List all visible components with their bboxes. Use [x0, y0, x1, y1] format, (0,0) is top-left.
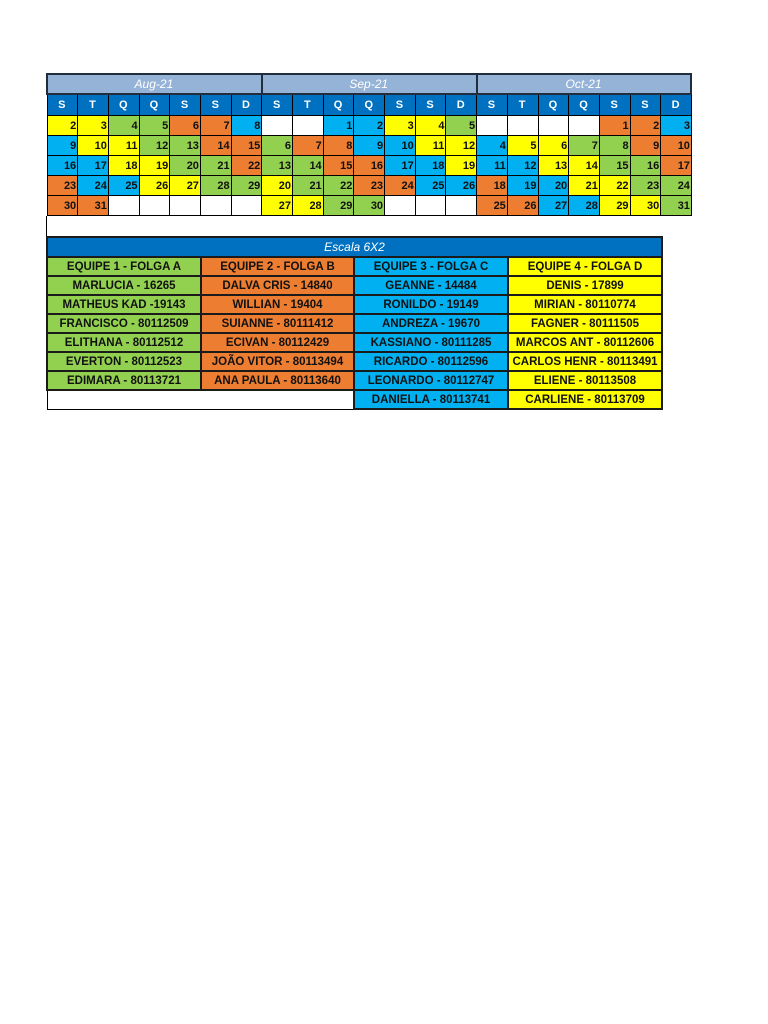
day-cell: 25	[108, 176, 139, 196]
weekday-header: D	[661, 94, 692, 116]
day-cell: 2	[630, 116, 661, 136]
day-cell: 19	[507, 176, 538, 196]
day-cell: 26	[507, 196, 538, 216]
member-cell: MARCOS ANT - 80112606	[508, 333, 662, 352]
day-cell: 17	[78, 156, 109, 176]
member-cell: ECIVAN - 80112429	[201, 333, 354, 352]
month-header: Oct-21	[477, 74, 692, 94]
weekday-header: S	[200, 94, 231, 116]
day-cell: 18	[108, 156, 139, 176]
member-cell: DANIELLA - 80113741	[354, 390, 508, 409]
day-cell: 3	[78, 116, 109, 136]
member-cell: SUIANNE - 80111412	[201, 314, 354, 333]
divider-line	[46, 216, 47, 236]
day-cell: 6	[170, 116, 201, 136]
weekday-header: S	[599, 94, 630, 116]
empty-day-cell	[170, 196, 201, 216]
team-header: EQUIPE 1 - FOLGA A	[47, 257, 201, 276]
empty-day-cell	[139, 196, 170, 216]
month-header: Sep-21	[262, 74, 477, 94]
day-cell: 23	[47, 176, 78, 196]
member-cell: CARLIENE - 80113709	[508, 390, 662, 409]
weekday-header: S	[630, 94, 661, 116]
member-cell: DENIS - 17899	[508, 276, 662, 295]
day-cell: 14	[200, 136, 231, 156]
team-header: EQUIPE 3 - FOLGA C	[354, 257, 508, 276]
day-cell: 6	[262, 136, 293, 156]
day-cell: 13	[262, 156, 293, 176]
day-cell: 18	[415, 156, 446, 176]
day-cell: 4	[415, 116, 446, 136]
day-cell: 20	[262, 176, 293, 196]
day-cell: 17	[661, 156, 692, 176]
day-cell: 2	[47, 116, 78, 136]
member-cell: MARLUCIA - 16265	[47, 276, 201, 295]
day-cell: 10	[78, 136, 109, 156]
empty-day-cell	[108, 196, 139, 216]
member-cell: ANDREZA - 19670	[354, 314, 508, 333]
day-cell: 29	[323, 196, 354, 216]
empty-day-cell	[569, 116, 600, 136]
day-cell: 27	[262, 196, 293, 216]
day-cell: 5	[446, 116, 477, 136]
day-cell: 22	[599, 176, 630, 196]
day-cell: 15	[231, 136, 262, 156]
weekday-header: T	[507, 94, 538, 116]
day-cell: 29	[231, 176, 262, 196]
day-cell: 18	[477, 176, 508, 196]
day-cell: 8	[231, 116, 262, 136]
member-cell: MIRIAN - 80110774	[508, 295, 662, 314]
weekday-header: S	[477, 94, 508, 116]
empty-day-cell	[415, 196, 446, 216]
day-cell: 11	[108, 136, 139, 156]
day-cell: 27	[170, 176, 201, 196]
member-cell: GEANNE - 14484	[354, 276, 508, 295]
day-cell: 30	[47, 196, 78, 216]
day-cell: 13	[538, 156, 569, 176]
day-cell: 23	[354, 176, 385, 196]
member-cell: FRANCISCO - 80112509	[47, 314, 201, 333]
day-cell: 1	[323, 116, 354, 136]
day-cell: 24	[385, 176, 416, 196]
day-cell: 8	[323, 136, 354, 156]
day-cell: 24	[78, 176, 109, 196]
weekday-header: Q	[108, 94, 139, 116]
day-cell: 13	[170, 136, 201, 156]
day-cell: 9	[354, 136, 385, 156]
escala-title: Escala 6X2	[47, 237, 662, 257]
day-cell: 7	[200, 116, 231, 136]
weekday-header: S	[385, 94, 416, 116]
day-cell: 30	[630, 196, 661, 216]
member-cell: KASSIANO - 80111285	[354, 333, 508, 352]
day-cell: 10	[661, 136, 692, 156]
weekday-header: S	[170, 94, 201, 116]
day-cell: 26	[446, 176, 477, 196]
day-cell: 4	[108, 116, 139, 136]
empty-day-cell	[507, 116, 538, 136]
day-cell: 19	[446, 156, 477, 176]
day-cell: 10	[385, 136, 416, 156]
day-cell: 12	[446, 136, 477, 156]
escala-table	[46, 236, 663, 410]
day-cell: 25	[477, 196, 508, 216]
day-cell: 17	[385, 156, 416, 176]
day-cell: 24	[661, 176, 692, 196]
weekday-header: S	[262, 94, 293, 116]
day-cell: 23	[630, 176, 661, 196]
day-cell: 7	[293, 136, 324, 156]
day-cell: 14	[569, 156, 600, 176]
weekday-header: S	[47, 94, 78, 116]
day-cell: 2	[354, 116, 385, 136]
member-cell: FAGNER - 80111505	[508, 314, 662, 333]
day-cell: 16	[47, 156, 78, 176]
day-cell: 3	[385, 116, 416, 136]
member-cell: RICARDO - 80112596	[354, 352, 508, 371]
month-header: Aug-21	[47, 74, 262, 94]
day-cell: 3	[661, 116, 692, 136]
day-cell: 31	[661, 196, 692, 216]
day-cell: 12	[507, 156, 538, 176]
empty-day-cell	[200, 196, 231, 216]
day-cell: 16	[630, 156, 661, 176]
day-cell: 26	[139, 176, 170, 196]
empty-day-cell	[262, 116, 293, 136]
day-cell: 6	[538, 136, 569, 156]
member-cell: JOÃO VITOR - 80113494	[201, 352, 354, 371]
day-cell: 7	[569, 136, 600, 156]
day-cell: 22	[323, 176, 354, 196]
empty-day-cell	[293, 116, 324, 136]
day-cell: 11	[477, 156, 508, 176]
member-cell: DALVA CRIS - 14840	[201, 276, 354, 295]
day-cell: 21	[569, 176, 600, 196]
member-cell: CARLOS HENR - 80113491	[508, 352, 662, 371]
empty-day-cell	[385, 196, 416, 216]
day-cell: 12	[139, 136, 170, 156]
weekday-header: Q	[354, 94, 385, 116]
team-header: EQUIPE 4 - FOLGA D	[508, 257, 662, 276]
member-cell: EVERTON - 80112523	[47, 352, 201, 371]
member-cell: MATHEUS KAD -19143	[47, 295, 201, 314]
day-cell: 20	[170, 156, 201, 176]
member-cell: ELITHANA - 80112512	[47, 333, 201, 352]
day-cell: 4	[477, 136, 508, 156]
day-cell: 28	[569, 196, 600, 216]
day-cell: 21	[200, 156, 231, 176]
day-cell: 15	[599, 156, 630, 176]
empty-day-cell	[446, 196, 477, 216]
weekday-header: S	[415, 94, 446, 116]
weekday-header: T	[293, 94, 324, 116]
day-cell: 25	[415, 176, 446, 196]
day-cell: 31	[78, 196, 109, 216]
weekday-header: Q	[323, 94, 354, 116]
day-cell: 15	[323, 156, 354, 176]
day-cell: 14	[293, 156, 324, 176]
day-cell: 8	[599, 136, 630, 156]
day-cell: 30	[354, 196, 385, 216]
day-cell: 1	[599, 116, 630, 136]
member-cell: EDIMARA - 80113721	[47, 371, 201, 390]
day-cell: 20	[538, 176, 569, 196]
empty-day-cell	[231, 196, 262, 216]
weekday-header: Q	[139, 94, 170, 116]
day-cell: 9	[630, 136, 661, 156]
member-cell: RONILDO - 19149	[354, 295, 508, 314]
day-cell: 28	[293, 196, 324, 216]
member-cell: LEONARDO - 80112747	[354, 371, 508, 390]
member-cell: WILLIAN - 19404	[201, 295, 354, 314]
day-cell: 28	[200, 176, 231, 196]
weekday-header: D	[446, 94, 477, 116]
team-header: EQUIPE 2 - FOLGA B	[201, 257, 354, 276]
calendar-table	[46, 73, 692, 216]
day-cell: 5	[507, 136, 538, 156]
weekday-header: D	[231, 94, 262, 116]
day-cell: 5	[139, 116, 170, 136]
empty-cell	[47, 390, 354, 409]
member-cell: ANA PAULA - 80113640	[201, 371, 354, 390]
weekday-header: Q	[538, 94, 569, 116]
day-cell: 16	[354, 156, 385, 176]
empty-day-cell	[538, 116, 569, 136]
day-cell: 11	[415, 136, 446, 156]
member-cell: ELIENE - 80113508	[508, 371, 662, 390]
weekday-header: T	[78, 94, 109, 116]
day-cell: 22	[231, 156, 262, 176]
empty-day-cell	[477, 116, 508, 136]
day-cell: 27	[538, 196, 569, 216]
day-cell: 21	[293, 176, 324, 196]
day-cell: 19	[139, 156, 170, 176]
weekday-header: Q	[569, 94, 600, 116]
day-cell: 29	[599, 196, 630, 216]
day-cell: 9	[47, 136, 78, 156]
